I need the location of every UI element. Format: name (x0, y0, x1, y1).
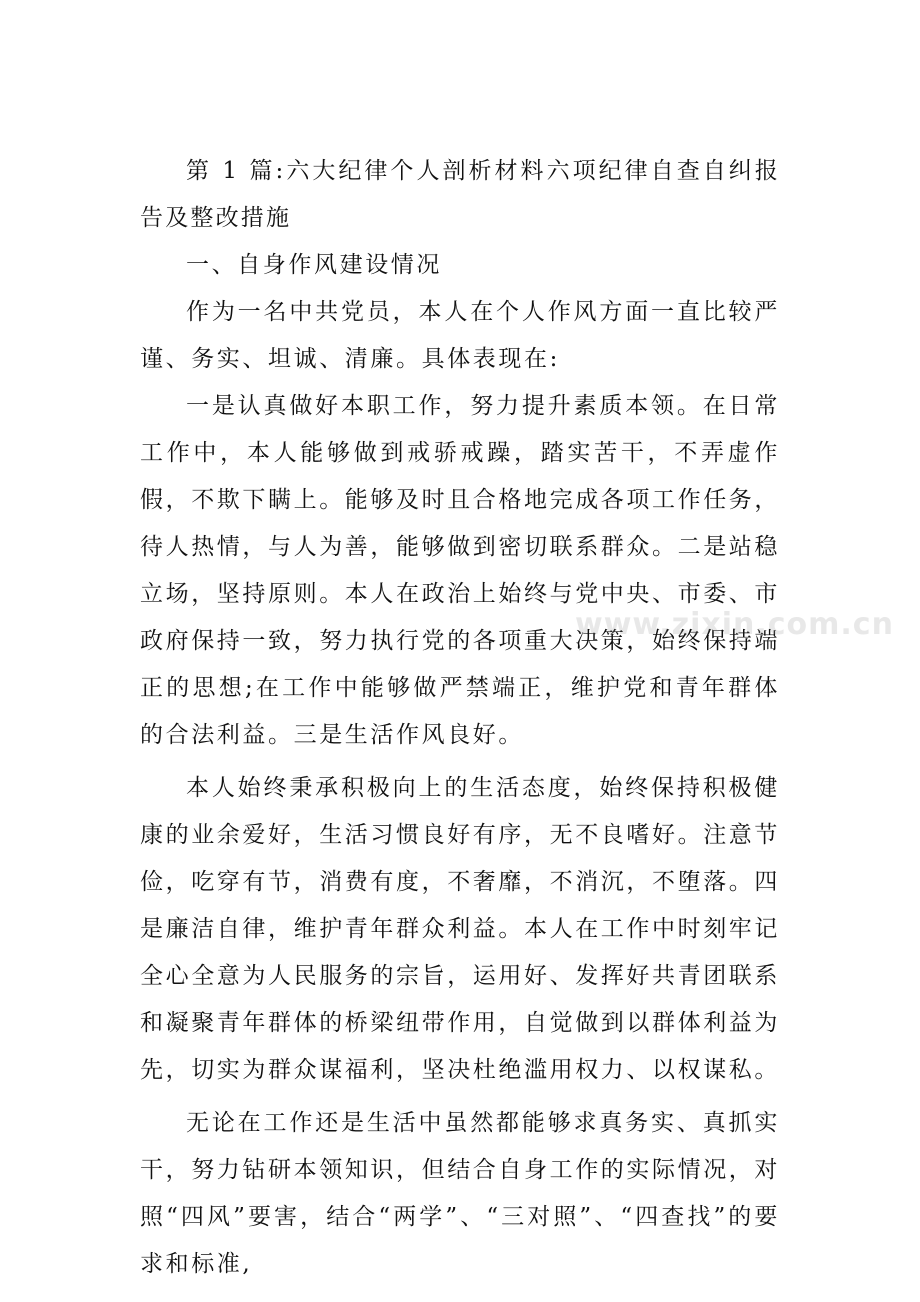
section-heading: 一、自身作风建设情况 (186, 252, 442, 278)
paragraph-life-attitude: 本人始终秉承积极向上的生活态度，始终保持积极健康的业余爱好，生活习惯良好有序，无不良嗜好。注意节俭，吃穿有节，消费有度，不奢靡，不消沉，不堕落。四是廉洁自律，维护青年群众利益。本人在工作中时刻牢记全心全意为人民服务的宗旨，运用好、发挥好共青团联系和凝聚青年群体的桥梁纽带作用，自觉做到以群体利益为先，切实为群众谋福利，坚决杜绝滥用权力、以权谋私。 (140, 775, 780, 1083)
paragraph-reflection: 无论在工作还是生活中虽然都能够求真务实、真抓实干，努力钻研本领知识，但结合自身工作的实际情况，对照“四风”要害，结合“两学”、“三对照”、“四查找”的要求和标准, (140, 1110, 780, 1277)
paragraph-intro: 作为一名中共党员，本人在个人作风方面一直比较严谨、务实、坦诚、清廉。具体表现在: (140, 299, 780, 372)
watermark: www.zixin.com.cn (575, 607, 894, 642)
document-body (140, 148, 780, 1288)
document-title: 第 1 篇:六大纪律个人剖析材料六项纪律自查自纠报告及整改措施 (140, 158, 780, 231)
paragraph-work-style: 一是认真做好本职工作，努力提升素质本领。在日常工作中，本人能够做到戒骄戒躁，踏实苦干，不弄虚作假，不欺下瞒上。能够及时且合格地完成各项工作任务，待人热情，与人为善，能够做到密切联系群众。二是站稳立场，坚持原则。本人在政治上始终与党中央、市委、市政府保持一致，努力执行党的各项重大决策，始终保持端正的思想;在工作中能够做严禁端正，维护党和青年群体的合法利益。三是生活作风良好。 (140, 393, 780, 748)
